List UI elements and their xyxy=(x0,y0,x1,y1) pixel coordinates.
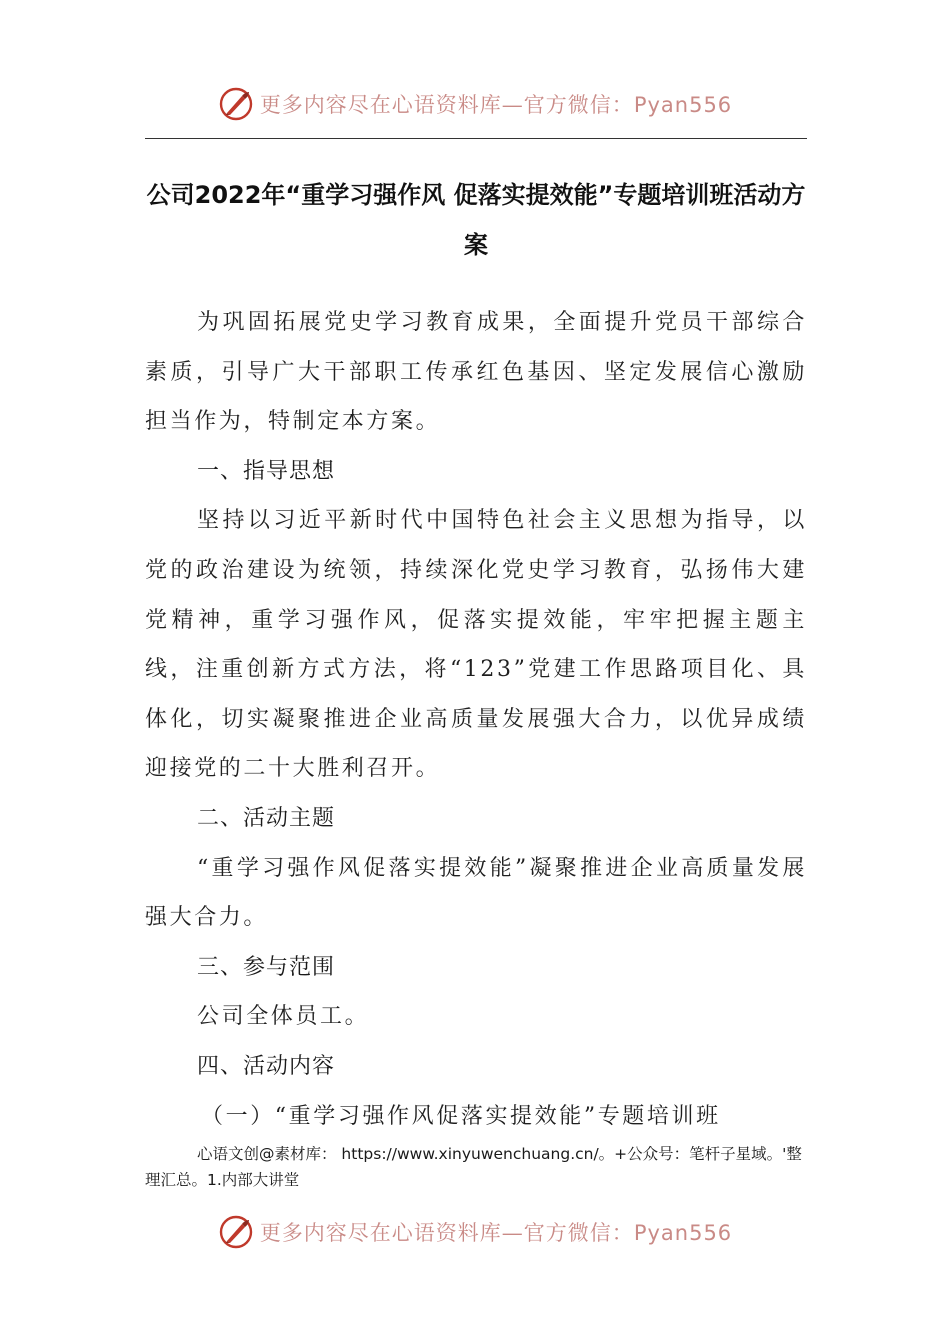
footer-banner xyxy=(0,1210,950,1254)
header-wechat-id: Pyan556 xyxy=(633,93,733,117)
section-heading-participants: 三、参与范围 xyxy=(197,954,336,980)
source-note: 心语文创@素材库： https://www.xinyuwenchuang.cn/。+公众号：笔杆子星域。'整理汇总。1.内部大讲堂 xyxy=(145,1145,802,1190)
quill-logo-icon xyxy=(218,1214,254,1250)
subsection-heading-training-class: （一）“重学习强作风促落实提效能”专题培训班 xyxy=(201,1103,721,1129)
section-heading-activity-content: 四、活动内容 xyxy=(197,1053,336,1079)
footer-banner-text: 更多内容尽在心语资料库—官方微信：Pyan556 xyxy=(259,1221,733,1245)
footer-wechat-id: Pyan556 xyxy=(633,1221,733,1245)
header-banner-text: 更多内容尽在心语资料库—官方微信：Pyan556 xyxy=(259,93,733,117)
section-body-activity-theme: “重学习强作风促落实提效能”凝聚推进企业高质量发展强大合力。 xyxy=(145,855,807,931)
header-rule xyxy=(145,138,807,139)
section-body-guiding-ideology: 坚持以习近平新时代中国特色社会主义思想为指导，以党的政治建设为统领，持续深化党史学习教育，弘扬伟大建党精神，重学习强作风，促落实提效能，牢牢把握主题主线，注重创新方式方法，将“123”党建工作思路项目化、具体化，切实凝聚推进企业高质量发展强大合力，以优异成绩迎接党的二十大胜利召开。 xyxy=(145,508,807,782)
section-body-participants: 公司全体员工。 xyxy=(197,1004,370,1030)
section-heading-activity-theme: 二、活动主题 xyxy=(197,805,336,831)
header-banner xyxy=(0,82,950,126)
document-title: 公司2022年“重学习强作风 促落实提效能”专题培训班活动方案 xyxy=(146,181,806,259)
document-body xyxy=(145,298,807,1193)
quill-logo-icon xyxy=(218,86,254,122)
intro-paragraph: 为巩固拓展党史学习教育成果，全面提升党员干部综合素质，引导广大干部职工传承红色基因、坚定发展信心激励担当作为，特制定本方案。 xyxy=(145,310,807,435)
section-heading-guiding-ideology: 一、指导思想 xyxy=(197,458,336,484)
